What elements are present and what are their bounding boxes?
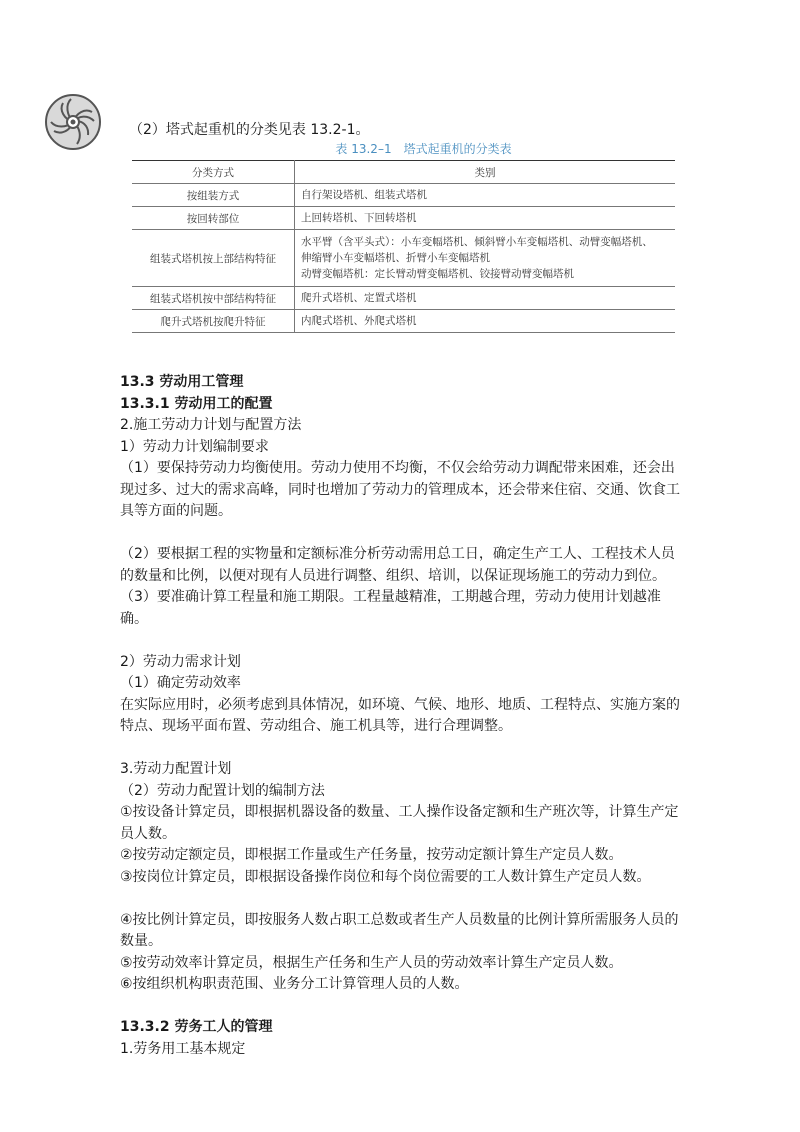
table-cell-category: 内爬式塔机、外爬式塔机 [295, 310, 676, 333]
subsection-heading: 13.3.1 劳动用工的配置 [120, 395, 273, 412]
method-item: ①按设备计算定员，即根据机器设备的数量、工人操作设备定额和生产班次等，计算生产定员人数。 [120, 804, 679, 842]
method-item: ⑥按组织机构职责范围、业务分工计算管理人员的人数。 [120, 976, 469, 992]
method-item: ④按比例计算定员，即按服务人数占职工总数或者生产人员数量的比例计算所需服务人员的数量。 [120, 911, 679, 949]
table-cell-category: 自行架设塔机、组装式塔机 [295, 184, 676, 207]
table-cell-category: 爬升式塔机、定置式塔机 [295, 287, 676, 310]
section-heading: 13.3 劳动用工管理 [120, 374, 244, 390]
category-line: 水平臂（含平头式）：小车变幅塔机、倾斜臂小车变幅塔机、动臂变幅塔机、 [301, 236, 653, 248]
category-line: 伸缩臂小车变幅塔机、折臂小车变幅塔机 [301, 252, 490, 264]
heading-item: 3.劳动力配置计划 [120, 761, 232, 777]
table-header-category: 类别 [295, 161, 676, 184]
intro-line: （2）塔式起重机的分类见表 13.2-1。 [129, 122, 370, 138]
table-row [132, 184, 675, 207]
table-cell-category [295, 230, 676, 287]
heading-item: 1.劳务用工基本规定 [120, 1040, 246, 1057]
table-cell-method: 按回转部位 [132, 207, 295, 230]
subsection-heading: 13.3.2 劳务工人的管理 [120, 1019, 273, 1035]
paragraph: （1）确定劳动效率 [120, 675, 241, 691]
heading-item: 1）劳动力计划编制要求 [120, 438, 269, 455]
table-row [132, 230, 675, 287]
heading-item: 2）劳动力需求计划 [120, 653, 241, 670]
table-cell-method: 组装式塔机按上部结构特征 [132, 230, 295, 287]
method-item: ⑤按劳动效率计算定员，根据生产任务和生产人员的劳动效率计算生产定员人数。 [120, 954, 623, 971]
table-cell-category: 上回转塔机、下回转塔机 [295, 207, 676, 230]
table-row [132, 287, 675, 310]
method-item: ③按岗位计算定员，即根据设备操作岗位和每个岗位需要的工人数计算生产定员人数。 [120, 868, 651, 885]
paragraph: 在实际应用时，必须考虑到具体情况，如环境、气候、地形、地质、工程特点、实施方案的特点、现场平面布置、劳动组合、施工机具等，进行合理调整。 [120, 696, 680, 734]
table-row [132, 310, 675, 333]
classification-table [132, 160, 675, 333]
table-caption: 表 13.2–1 塔式起重机的分类表 [335, 142, 512, 156]
paragraph: （3）要准确计算工程量和施工期限。工程量越精准，工期越合理，劳动力使用计划越准确。 [120, 589, 661, 627]
paragraph: （1）要保持劳动力均衡使用。劳动力使用不均衡，不仅会给劳动力调配带来困难，还会出现过多、过大的需求高峰，同时也增加了劳动力的管理成本，还会带来住宿、交通、饮食工具等方面的问题。 [120, 460, 680, 519]
table-row [132, 207, 675, 230]
heading-item: 2.施工劳动力计划与配置方法 [120, 417, 302, 433]
heading-item: （2）劳动力配置计划的编制方法 [120, 782, 325, 799]
category-line: 动臂变幅塔机：定长臂动臂变幅塔机、铰接臂动臂变幅塔机 [301, 268, 574, 280]
table-header-method: 分类方式 [132, 161, 295, 184]
logo-emblem [44, 93, 102, 151]
classification-table-block [132, 138, 675, 333]
method-item: ②按劳动定额定员，即根据工作量或生产任务量，按劳动定额计算生产定员人数。 [120, 847, 623, 863]
table-cell-method: 组装式塔机按中部结构特征 [132, 287, 295, 310]
paragraph: （2）要根据工程的实物量和定额标准分析劳动需用总工日，确定生产工人、工程技术人员的数量和比例，以便对现有人员进行调整、组织、培训，以保证现场施工的劳动力到位。 [120, 546, 675, 584]
body-text [120, 372, 688, 1060]
table-cell-method: 按组装方式 [132, 184, 295, 207]
table-cell-method: 爬升式塔机按爬升特征 [132, 310, 295, 333]
